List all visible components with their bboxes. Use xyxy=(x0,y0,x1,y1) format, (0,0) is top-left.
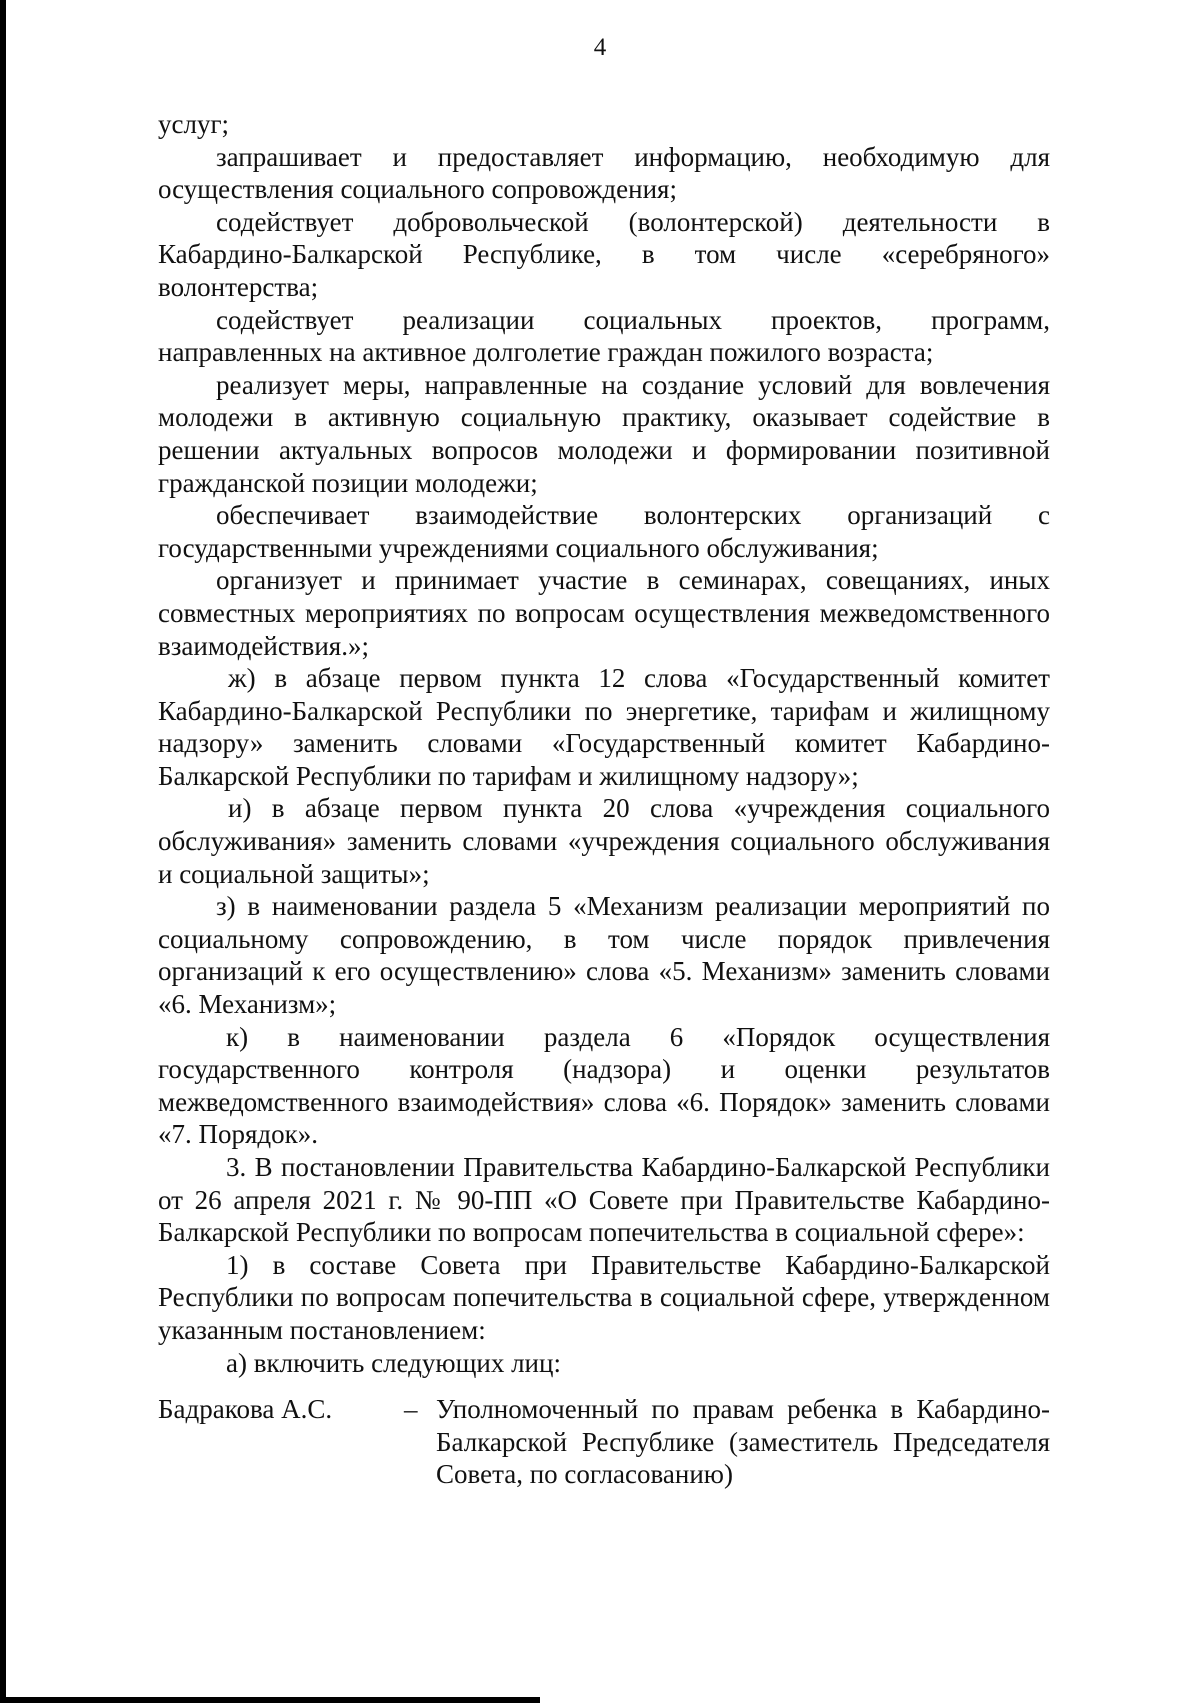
paragraph-amendment: ж) в абзаце первом пункта 12 слова «Государственный комитет Кабардино-Балкарской Республики по энергетике, тарифам и жилищному надзору» заменить словами «Государственный комитет Кабардино-Балкарской Республики по тарифам и жилищному надзору»; xyxy=(158,663,1050,791)
paragraph-duty: содействует реализации социальных проектов, программ, направленных на активное долголетие граждан пожилого возраста; xyxy=(158,304,1050,368)
paragraph-amendment: з) в наименовании раздела 5 «Механизм реализации мероприятий по социальному сопровождению, в том числе порядок привлечения организаций к его осуществлению» слова «5. Механизм» заменить словами «6. Механизм»; xyxy=(158,891,1050,1020)
paragraph-continuation: услуг; xyxy=(158,109,230,139)
paragraph-duty: реализует меры, направленные на создание условий для вовлечения молодежи в активную социальную практику, оказывает содействие в решении актуальных вопросов молодежи и формировании позитивной гражданской позиции молодежи; xyxy=(158,369,1050,498)
document-body xyxy=(158,108,1050,1525)
paragraph-duty: обеспечивает взаимодействие волонтерских организаций с государственными учреждениями социального обслуживания; xyxy=(158,500,1050,563)
council-member-entry xyxy=(158,1393,1050,1525)
member-dash: – xyxy=(404,1394,418,1425)
member-role: Уполномоченный по правам ребенка в Кабардино-Балкарской Республике (заместитель Председателя Совета, по согласованию) xyxy=(436,1394,1050,1490)
member-name: Бадракова А.С. xyxy=(158,1394,333,1425)
scan-edge-bottom xyxy=(0,1697,540,1703)
paragraph-subitem: а) включить следующих лиц: xyxy=(226,1347,561,1378)
paragraph-duty: содействует добровольческой (волонтерской) деятельности в Кабардино-Балкарской Республике, в том числе «серебряного» волонтерства; xyxy=(158,206,1050,302)
page-number: 4 xyxy=(593,34,607,61)
paragraph-duty: организует и принимает участие в семинарах, совещаниях, иных совместных мероприятиях по вопросам осуществления межведомственного взаимодействия.»; xyxy=(158,565,1050,661)
paragraph-duty: запрашивает и предоставляет информацию, необходимую для осуществления социального сопровождения; xyxy=(158,141,1050,205)
paragraph-section: 3. В постановлении Правительства Кабардино-Балкарской Республики от 26 апреля 2021 г. № 90-ПП «О Совете при Правительстве Кабардино-Балкарской Республики по вопросам попечительства в социальной сфере»: xyxy=(158,1152,1050,1248)
paragraph-subsection: 1) в составе Совета при Правительстве Кабардино-Балкарской Республики по вопросам попечительства в социальной сфере, утвержденном указанным постановлением: xyxy=(158,1249,1050,1345)
scan-edge-left xyxy=(0,0,6,1703)
paragraph-amendment: к) в наименовании раздела 6 «Порядок осуществления государственного контроля (надзора) и оценки результатов межведомственного взаимодействия» слова «6. Порядок» заменить словами «7. Порядок». xyxy=(158,1021,1050,1150)
paragraph-amendment: и) в абзаце первом пункта 20 слова «учреждения социального обслуживания» заменить словами «учреждения социального обслуживания и социальной защиты»; xyxy=(158,793,1050,889)
